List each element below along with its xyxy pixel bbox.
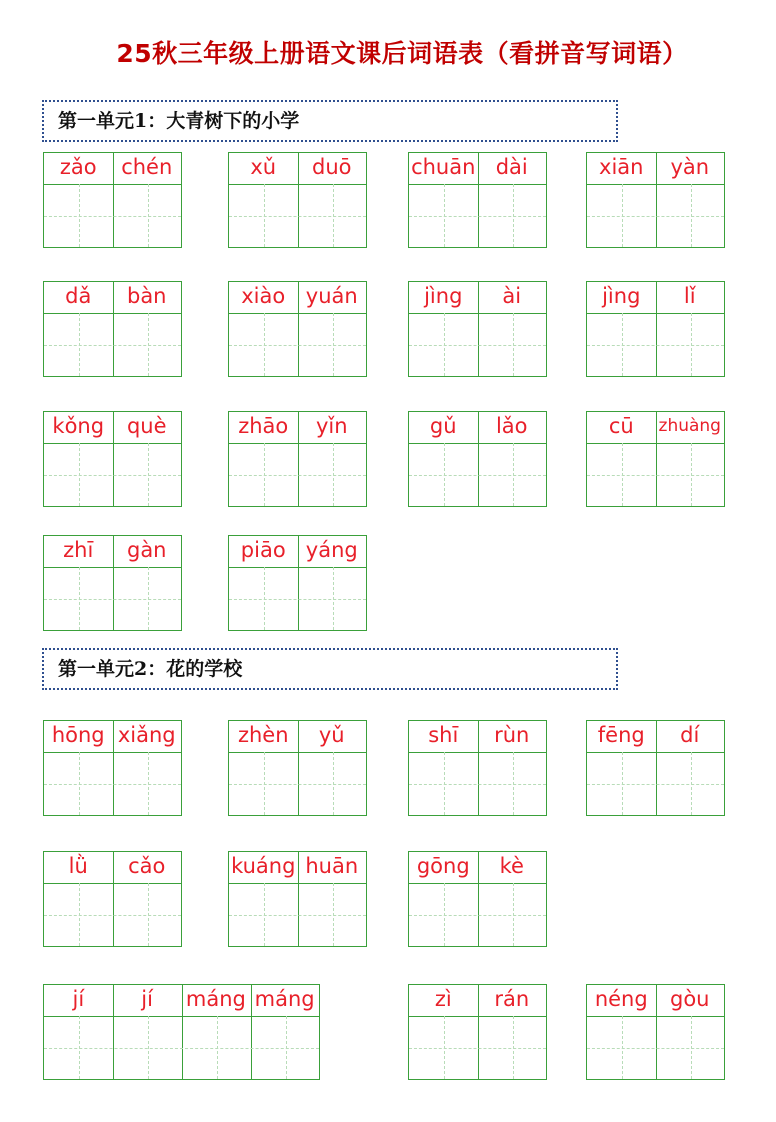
pinyin-syllable: jí: [141, 987, 153, 1011]
pinyin-syllable: gòu: [670, 987, 710, 1011]
character-writing-area[interactable]: [587, 313, 724, 376]
pinyin-syllable: lǜ: [68, 854, 88, 878]
guide-line-vertical: [79, 883, 80, 946]
pinyin-syllable: dí: [680, 723, 700, 747]
word-box: [43, 281, 182, 377]
guide-line-vertical: [691, 1016, 692, 1079]
word-box: [408, 720, 547, 816]
pinyin-syllable: ài: [502, 284, 522, 308]
pinyin-syllable: gōng: [416, 854, 470, 878]
pinyin-syllable: què: [126, 414, 167, 438]
character-writing-area[interactable]: [229, 883, 366, 946]
guide-line-vertical: [79, 313, 80, 376]
word-box: [228, 851, 367, 947]
pinyin-syllable: hōng: [51, 723, 105, 747]
guide-line-vertical: [691, 184, 692, 247]
guide-line-vertical: [513, 1016, 514, 1079]
pinyin-syllable: xiào: [241, 284, 286, 308]
guide-line-vertical: [513, 184, 514, 247]
pinyin-syllable: kuáng: [231, 854, 296, 878]
word-box: [228, 535, 367, 631]
word-box: [408, 984, 547, 1080]
word-box: [43, 152, 182, 248]
pinyin-syllable: dǎ: [65, 284, 92, 308]
character-writing-area[interactable]: [409, 443, 546, 506]
guide-line-horizontal: [229, 216, 366, 217]
guide-line-vertical: [264, 883, 265, 946]
guide-line-vertical: [148, 883, 149, 946]
guide-line-horizontal: [409, 784, 546, 785]
guide-line-vertical: [148, 1016, 149, 1079]
pinyin-syllable: jí: [72, 987, 85, 1011]
character-writing-area[interactable]: [229, 752, 366, 815]
pinyin-syllable: yàn: [670, 155, 710, 179]
guide-line-vertical: [333, 184, 334, 247]
guide-line-horizontal: [587, 345, 724, 346]
guide-line-horizontal: [587, 1048, 724, 1049]
guide-line-horizontal: [44, 1048, 319, 1049]
character-writing-area[interactable]: [409, 313, 546, 376]
guide-line-vertical: [444, 883, 445, 946]
guide-line-horizontal: [44, 216, 181, 217]
pinyin-syllable: zǎo: [59, 155, 97, 179]
guide-line-horizontal: [409, 1048, 546, 1049]
guide-line-horizontal: [44, 475, 181, 476]
guide-line-vertical: [513, 313, 514, 376]
guide-line-horizontal: [587, 784, 724, 785]
character-writing-area[interactable]: [229, 443, 366, 506]
word-box: [586, 984, 725, 1080]
guide-line-vertical: [622, 752, 623, 815]
pinyin-syllable: dài: [495, 155, 528, 179]
guide-line-vertical: [513, 443, 514, 506]
pinyin-syllable: rán: [494, 987, 530, 1011]
pinyin-syllable: kǒng: [52, 414, 105, 438]
guide-line-vertical: [444, 313, 445, 376]
guide-line-horizontal: [587, 216, 724, 217]
word-box: [228, 411, 367, 507]
guide-line-vertical: [333, 883, 334, 946]
word-box: [408, 851, 547, 947]
pinyin-syllable: huān: [305, 854, 359, 878]
pinyin-syllable: yuán: [305, 284, 358, 308]
pinyin-syllable: kè: [499, 854, 524, 878]
pinyin-syllable: néng: [594, 987, 648, 1011]
guide-line-vertical: [79, 567, 80, 630]
guide-line-horizontal: [409, 915, 546, 916]
word-box: [228, 281, 367, 377]
character-writing-area[interactable]: [587, 184, 724, 247]
character-writing-area[interactable]: [44, 443, 181, 506]
word-box: [43, 984, 320, 1080]
guide-line-vertical: [444, 752, 445, 815]
guide-line-horizontal: [409, 345, 546, 346]
guide-line-vertical: [513, 883, 514, 946]
pinyin-syllable: yǐn: [315, 414, 348, 438]
pinyin-syllable: gǔ: [429, 414, 457, 438]
guide-line-vertical: [691, 752, 692, 815]
word-box: [43, 535, 182, 631]
character-writing-area[interactable]: [409, 752, 546, 815]
pinyin-syllable: chén: [121, 155, 173, 179]
pinyin-syllable: máng: [185, 987, 246, 1011]
pinyin-syllable: gàn: [126, 538, 167, 562]
guide-line-vertical: [691, 313, 692, 376]
guide-line-vertical: [333, 752, 334, 815]
pinyin-syllable: zhī: [63, 538, 94, 562]
word-box: [408, 281, 547, 377]
guide-line-vertical: [622, 1016, 623, 1079]
guide-line-horizontal: [587, 475, 724, 476]
guide-line-vertical: [148, 752, 149, 815]
character-writing-area[interactable]: [44, 752, 181, 815]
page-title: 25秋三年级上册语文课后词语表（看拼音写词语）: [116, 39, 688, 68]
word-box: [228, 720, 367, 816]
character-writing-area[interactable]: [44, 567, 181, 630]
pinyin-syllable: duō: [312, 155, 352, 179]
guide-line-horizontal: [409, 216, 546, 217]
guide-line-horizontal: [229, 915, 366, 916]
pinyin-syllable: zhuàng: [658, 416, 721, 436]
pinyin-syllable: fēng: [597, 723, 645, 747]
pinyin-syllable: máng: [254, 987, 315, 1011]
guide-line-vertical: [148, 443, 149, 506]
guide-line-vertical: [148, 567, 149, 630]
guide-line-vertical: [333, 567, 334, 630]
guide-line-vertical: [444, 443, 445, 506]
guide-line-vertical: [217, 1016, 218, 1079]
pinyin-syllable: rùn: [494, 723, 530, 747]
character-writing-area[interactable]: [229, 313, 366, 376]
guide-line-horizontal: [229, 345, 366, 346]
pinyin-syllable: jìng: [602, 284, 641, 308]
word-box: [586, 281, 725, 377]
pinyin-syllable: lǐ: [683, 284, 696, 308]
character-writing-area[interactable]: [229, 567, 366, 630]
character-writing-area[interactable]: [587, 1016, 724, 1079]
pinyin-syllable: bàn: [126, 284, 167, 308]
guide-line-vertical: [622, 184, 623, 247]
pinyin-syllable: shī: [428, 723, 459, 747]
guide-line-vertical: [333, 443, 334, 506]
guide-line-vertical: [264, 313, 265, 376]
guide-line-vertical: [513, 752, 514, 815]
pinyin-syllable: cū: [608, 414, 634, 438]
pinyin-syllable: lǎo: [495, 414, 528, 438]
guide-line-vertical: [286, 1016, 287, 1079]
guide-line-vertical: [622, 443, 623, 506]
guide-line-vertical: [264, 184, 265, 247]
guide-line-horizontal: [44, 915, 181, 916]
guide-line-vertical: [79, 184, 80, 247]
guide-line-horizontal: [229, 599, 366, 600]
pinyin-syllable: zhèn: [237, 723, 289, 747]
character-writing-area[interactable]: [409, 184, 546, 247]
word-box: [408, 152, 547, 248]
guide-line-vertical: [264, 567, 265, 630]
guide-line-vertical: [444, 184, 445, 247]
pinyin-syllable: chuān: [411, 155, 476, 179]
word-box: [586, 720, 725, 816]
guide-line-vertical: [264, 752, 265, 815]
guide-line-horizontal: [44, 345, 181, 346]
word-box: [43, 720, 182, 816]
pinyin-syllable: cǎo: [128, 854, 166, 878]
character-writing-area[interactable]: [409, 1016, 546, 1079]
character-writing-area[interactable]: [44, 313, 181, 376]
guide-line-vertical: [264, 443, 265, 506]
word-box: [408, 411, 547, 507]
word-box: [43, 411, 182, 507]
guide-line-vertical: [691, 443, 692, 506]
guide-line-vertical: [79, 443, 80, 506]
character-writing-area[interactable]: [44, 883, 181, 946]
guide-line-horizontal: [44, 784, 181, 785]
pinyin-syllable: xiǎng: [117, 723, 176, 747]
character-writing-area[interactable]: [409, 883, 546, 946]
word-box: [586, 411, 725, 507]
pinyin-syllable: xǔ: [250, 155, 277, 179]
guide-line-horizontal: [44, 599, 181, 600]
pinyin-syllable: piāo: [240, 538, 286, 562]
character-writing-area[interactable]: [587, 443, 724, 506]
guide-line-vertical: [148, 313, 149, 376]
character-writing-area[interactable]: [229, 184, 366, 247]
section-heading-1: 第一单元1：大青树下的小学: [42, 100, 618, 142]
guide-line-horizontal: [409, 475, 546, 476]
guide-line-vertical: [622, 313, 623, 376]
pinyin-syllable: yǔ: [318, 723, 345, 747]
character-writing-area[interactable]: [44, 1016, 319, 1079]
character-writing-area[interactable]: [587, 752, 724, 815]
character-writing-area[interactable]: [44, 184, 181, 247]
pinyin-syllable: xiān: [599, 155, 644, 179]
guide-line-vertical: [444, 1016, 445, 1079]
guide-line-horizontal: [229, 784, 366, 785]
guide-line-horizontal: [229, 475, 366, 476]
guide-line-vertical: [79, 752, 80, 815]
guide-line-vertical: [148, 184, 149, 247]
guide-line-vertical: [79, 1016, 80, 1079]
word-box: [43, 851, 182, 947]
guide-line-vertical: [333, 313, 334, 376]
pinyin-syllable: jìng: [424, 284, 463, 308]
pinyin-syllable: zhāo: [238, 414, 289, 438]
word-box: [586, 152, 725, 248]
section-heading-2: 第一单元2：花的学校: [42, 648, 618, 690]
pinyin-syllable: yáng: [305, 538, 358, 562]
word-box: [228, 152, 367, 248]
pinyin-syllable: zì: [434, 987, 452, 1011]
